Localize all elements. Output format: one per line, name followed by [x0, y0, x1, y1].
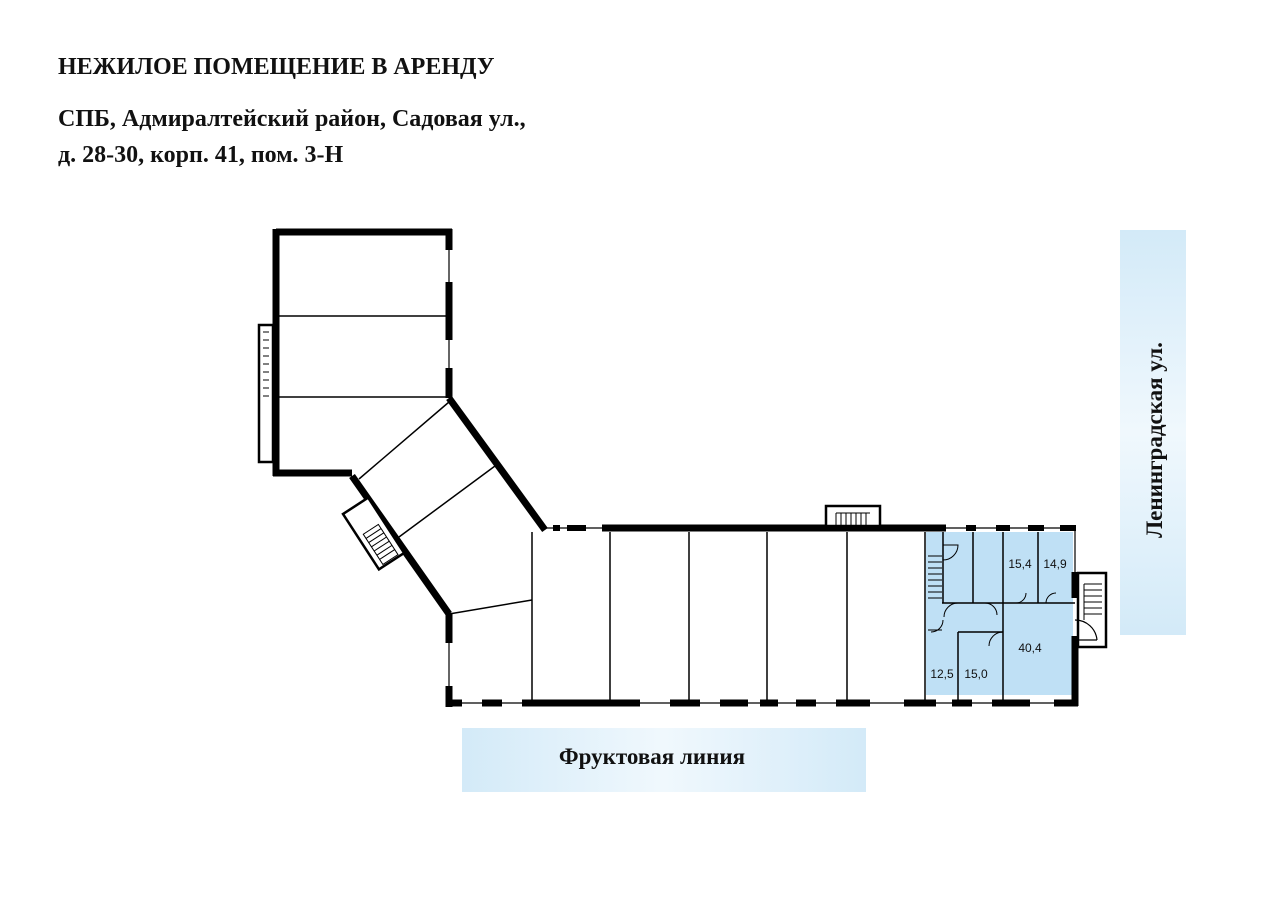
street-label-right: Ленинградская ул.: [1142, 342, 1167, 538]
room-area-label: 40,4: [1018, 641, 1042, 655]
room-area-label: 15,4: [1008, 557, 1032, 571]
address-line-2: д. 28-30, корп. 41, пом. 3-Н: [58, 142, 344, 168]
room-area-label: 14,9: [1043, 557, 1067, 571]
address-line-1: СПБ, Адмиралтейский район, Садовая ул.,: [58, 106, 526, 132]
street-label-bottom: Фруктовая линия: [558, 744, 746, 769]
page-title: НЕЖИЛОЕ ПОМЕЩЕНИЕ В АРЕНДУ: [58, 54, 495, 80]
diagonal-wing: [343, 398, 545, 614]
room-area-label: 12,5: [930, 667, 954, 681]
room-area-label: 15,0: [964, 667, 988, 681]
left-wing: [259, 229, 452, 476]
